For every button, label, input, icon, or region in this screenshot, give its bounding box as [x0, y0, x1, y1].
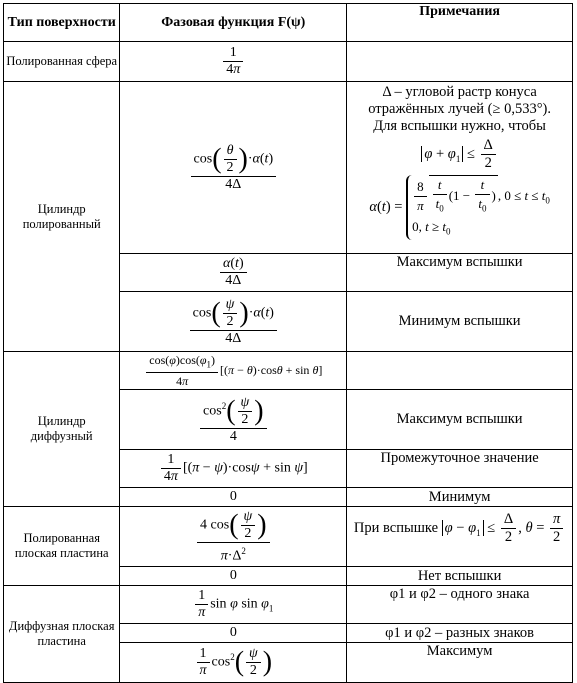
note-cell: Минимум вспышки	[347, 292, 573, 352]
note-text: Для вспышки нужно, чтобы	[373, 118, 546, 134]
formula-cell: 0	[120, 624, 347, 643]
table-row	[4, 82, 573, 254]
header-phase-function: Фазовая функция F(ψ)	[120, 4, 347, 42]
formula-cell: $\frac{1}{4\pi}$ [(π − ψ)·cosψ + sin ψ]	[120, 450, 347, 488]
table-row	[4, 507, 573, 567]
surface-type-cell: Полированная плоская пластина	[4, 507, 120, 586]
table-row	[4, 42, 573, 82]
note-text: При вспышке	[353, 520, 439, 537]
alpha-formula: α(t) = $\frac{8}{\pi}$ $\frac{t}{t_0}$ (1 − $\frac{t}{t_0}$ ) , $0 \le t \le t_0$ 0, $t \ge t_0$	[349, 175, 570, 240]
note-cell	[347, 42, 573, 82]
formula-cell: 0	[120, 567, 347, 586]
surface-type-cell: Цилиндр полированный	[4, 82, 120, 352]
note-cell: Промежуточное значение	[347, 450, 573, 488]
note-cell: φ1 и φ2 – одного знака	[347, 586, 573, 624]
note-cell	[347, 352, 573, 390]
note-text: Δ – угловой растр конуса отражённых лучей (≥ 0,533°).	[368, 84, 551, 117]
header-notes: Примечания	[347, 4, 573, 42]
note-cell: Нет вспышки	[347, 567, 573, 586]
formula-cell: $\cos^2$( $\frac{\psi}{2}$ ) 4	[120, 390, 347, 450]
formula-cell: $\frac{\cos(\varphi)\cos(\varphi_1)}{4\pi}$ [(π − θ)·cosθ + sin θ]	[120, 352, 347, 390]
note-cell: Максимум вспышки	[347, 254, 573, 292]
note-cell	[347, 82, 573, 254]
condition-formula: $\varphi + \varphi_1$ ≤ $\frac{\Delta}{2}$	[349, 137, 570, 172]
note-cell: При вспышке $\varphi - \varphi_1$ ≤ $\frac{\Delta}{2}$ , θ = $\frac{\pi}{2}$	[347, 507, 573, 567]
table-row	[4, 352, 573, 390]
note-cell: Максимум вспышки	[347, 390, 573, 450]
formula-cell: cos( $\frac{\psi}{2}$ )·α(t) 4Δ	[120, 292, 347, 352]
formula-cell: $\frac{1}{\pi}$ $\cos^2$( $\frac{\psi}{2}$ )	[120, 643, 347, 683]
formula-cell: $\frac{1}{4\pi}$	[120, 42, 347, 82]
formula-cell: cos( $\frac{\theta}{2}$ )·α(t) 4Δ	[120, 82, 347, 254]
note-cell: φ1 и φ2 – разных знаков	[347, 624, 573, 643]
formula-cell: 0	[120, 488, 347, 507]
phase-function-table	[3, 3, 573, 683]
formula-cell: $\frac{\alpha(t)}{4\Delta}$	[120, 254, 347, 292]
header-row	[4, 4, 573, 42]
surface-type-cell: Диффузная плоская пластина	[4, 586, 120, 683]
surface-type-cell: Цилиндр диффузный	[4, 352, 120, 507]
formula-cell: 4 cos( $\frac{\psi}{2}$ ) $\pi\cdot\Delta^2$	[120, 507, 347, 567]
table-row	[4, 586, 573, 624]
formula-cell: $\frac{1}{\pi}$ sin φ $\sin \varphi_1$	[120, 586, 347, 624]
note-cell: Максимум	[347, 643, 573, 683]
surface-type-cell: Полированная сфера	[4, 42, 120, 82]
note-cell: Минимум	[347, 488, 573, 507]
header-surface-type: Тип поверхности	[4, 4, 120, 42]
